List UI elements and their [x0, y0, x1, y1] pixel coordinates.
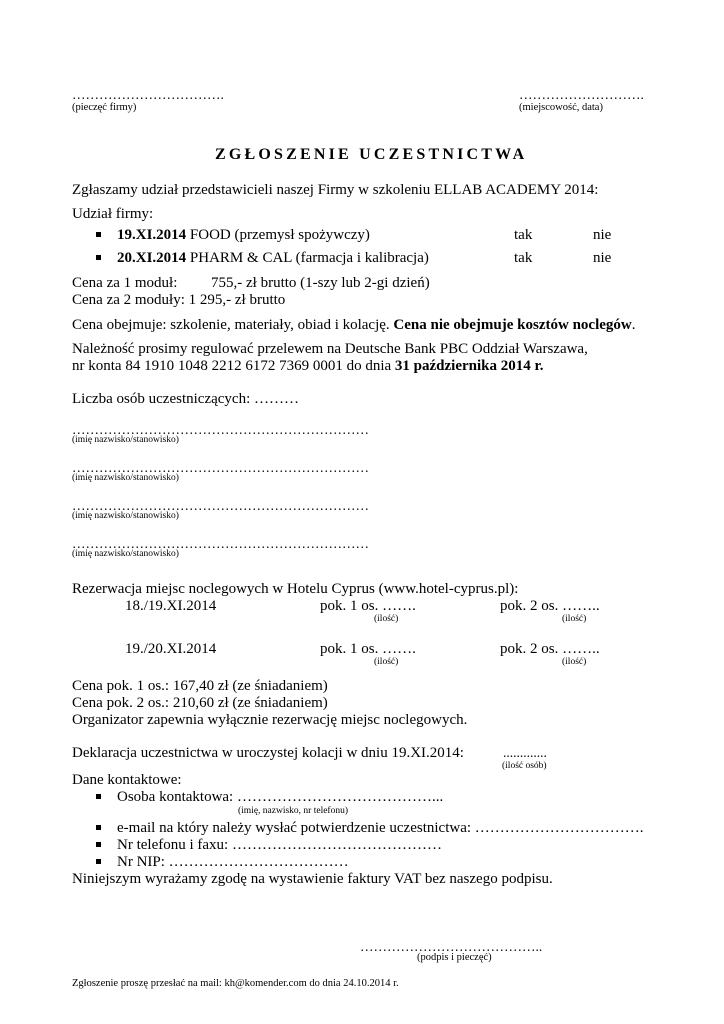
- room-single-field-2[interactable]: pok. 1 os. …….: [320, 641, 416, 657]
- place-date-label: (miejscowość, data): [519, 102, 603, 113]
- intro-text: Zgłaszamy udział przedstawicieli naszej Firmy w szkoleniu ELLAB ACADEMY 2014:: [72, 182, 599, 198]
- contact-person-label: (imię, nazwisko, nr telefonu): [238, 806, 349, 816]
- participant-field-3[interactable]: …………………………………………………………: [72, 498, 369, 513]
- participant-field-label: (imię nazwisko/stanowisko): [72, 549, 179, 559]
- bullet-icon: [96, 859, 101, 864]
- company-stamp-field: …………………………….: [72, 87, 224, 102]
- payment-line-1: Należność prosimy regulować przelewem na Deutsche Bank PBC Oddział Warszawa,: [72, 341, 588, 357]
- signature-label: (podpis i pieczęć): [417, 952, 492, 963]
- option-pharm-yes[interactable]: tak: [514, 250, 533, 266]
- vat-consent: Niniejszym wyrażamy zgodę na wystawienie faktury VAT bez naszego podpisu.: [72, 871, 553, 887]
- participation-label: Udział firmy:: [72, 206, 154, 222]
- hotel-header: Rezerwacja miejsc noclegowych w Hotelu Cyprus (www.hotel-cyprus.pl):: [72, 581, 519, 597]
- dinner-declaration: Deklaracja uczestnictwa w uroczystej kolacji w dniu 19.XI.2014:: [72, 745, 464, 761]
- room-double-field-1[interactable]: pok. 2 os. ……..: [500, 598, 600, 614]
- hotel-price-single: Cena pok. 1 os.: 167,40 zł (ze śniadaniem): [72, 678, 328, 694]
- place-date-field: ……………………….: [519, 87, 644, 102]
- participant-field-label: (imię nazwisko/stanowisko): [72, 435, 179, 445]
- contact-phone-field[interactable]: Nr telefonu i faxu: ……………………………………: [117, 837, 442, 853]
- payment-line-2: nr konta 84 1910 1048 2212 6172 7369 0001 do dnia 31 października 2014 r.: [72, 358, 544, 374]
- hotel-price-double: Cena pok. 2 os.: 210,60 zł (ze śniadaniem): [72, 695, 328, 711]
- bullet-icon: [96, 825, 101, 830]
- contact-nip-field[interactable]: Nr NIP: ………………………………: [117, 854, 349, 870]
- price-one-value: 755,- zł brutto (1-szy lub 2-gi dzień): [211, 275, 430, 291]
- price-two: Cena za 2 moduły: 1 295,- zł brutto: [72, 292, 286, 308]
- contact-person-field[interactable]: Osoba kontaktowa: …………………………………...: [117, 789, 444, 805]
- hotel-note: Organizator zapewnia wyłącznie rezerwację miejsc noclegowych.: [72, 712, 468, 728]
- option-food-yes[interactable]: tak: [514, 227, 533, 243]
- contact-email-field[interactable]: e-mail na który należy wysłać potwierdzenie uczestnictwa: …………………………….: [117, 820, 644, 836]
- contact-header: Dane kontaktowe:: [72, 772, 182, 788]
- participant-field-label: (imię nazwisko/stanowisko): [72, 511, 179, 521]
- room-double-field-2[interactable]: pok. 2 os. ……..: [500, 641, 600, 657]
- bullet-icon: [96, 842, 101, 847]
- company-stamp-label: (pieczęć firmy): [72, 102, 137, 113]
- hotel-dates-1: 18./19.XI.2014: [125, 598, 217, 614]
- dinner-count-field[interactable]: .............: [503, 745, 547, 760]
- quantity-label: (ilość): [562, 614, 587, 624]
- room-single-field-1[interactable]: pok. 1 os. …….: [320, 598, 416, 614]
- option-food: 19.XI.2014 FOOD (przemysł spożywczy): [117, 227, 370, 243]
- price-includes: Cena obejmuje: szkolenie, materiały, obiad i kolację. Cena nie obejmuje kosztów noclegów.: [72, 317, 636, 333]
- bullet-icon: [96, 794, 101, 799]
- participant-count[interactable]: Liczba osób uczestniczących: ………: [72, 391, 299, 407]
- price-one-label: Cena za 1 moduł:: [72, 275, 178, 291]
- quantity-label: (ilość): [562, 657, 587, 667]
- participant-field-2[interactable]: …………………………………………………………: [72, 460, 369, 475]
- participant-field-label: (imię nazwisko/stanowisko): [72, 473, 179, 483]
- signature-field[interactable]: …………………………………..: [360, 939, 543, 954]
- bullet-icon: [96, 255, 101, 260]
- bullet-icon: [96, 232, 101, 237]
- footer-note: Zgłoszenie proszę przesłać na mail: kh@komender.com do dnia 24.10.2014 r.: [72, 978, 399, 989]
- quantity-label: (ilość): [374, 657, 399, 667]
- quantity-label: (ilość): [374, 614, 399, 624]
- hotel-dates-2: 19./20.XI.2014: [125, 641, 217, 657]
- option-pharm-no[interactable]: nie: [593, 250, 612, 266]
- dinner-count-label: (ilość osób): [502, 761, 547, 771]
- participant-field-1[interactable]: …………………………………………………………: [72, 422, 369, 437]
- participant-field-4[interactable]: …………………………………………………………: [72, 536, 369, 551]
- option-food-no[interactable]: nie: [593, 227, 612, 243]
- option-pharm: 20.XI.2014 PHARM & CAL (farmacja i kalibracja): [117, 250, 429, 266]
- page-title: ZGŁOSZENIE UCZESTNICTWA: [215, 146, 528, 163]
